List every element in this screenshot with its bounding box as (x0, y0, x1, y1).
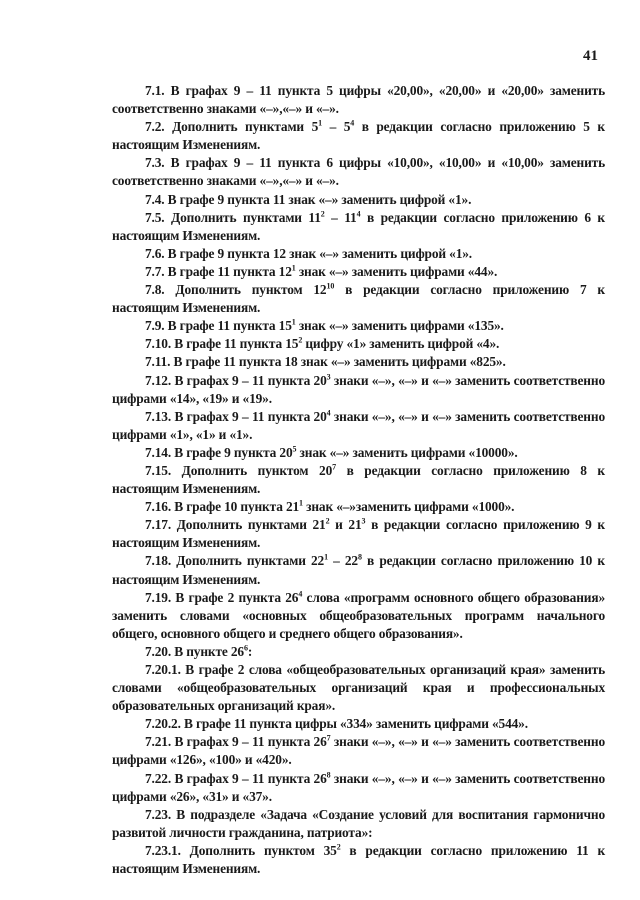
superscript-index: 7 (326, 733, 331, 743)
paragraph-text: в редакции согласно приложению 9 к настоящим Изменениям. (112, 517, 605, 551)
paragraph-7-23 (112, 806, 605, 842)
paragraph-7-19 (112, 589, 605, 643)
paragraph-7-12 (112, 372, 605, 408)
paragraph-7-2 (112, 118, 605, 154)
paragraph-text: в редакции согласно приложению 6 к настоящим Изменениям. (112, 209, 605, 243)
superscript-index: 7 (332, 462, 336, 472)
paragraph-text: – 11 (324, 209, 357, 225)
paragraph-text: знаки «–», «–» и «–» заменить соответственно цифрами «26», «31» и «37». (112, 770, 605, 804)
paragraph-7-20-2 (112, 715, 605, 733)
paragraph-text: 7.12. В графах 9 – 11 пункта 20 (145, 372, 327, 388)
superscript-index: 2 (336, 842, 341, 852)
paragraph-text: 7.11. В графе 11 пункта 18 знак «–» заменить цифрами «825». (145, 354, 506, 370)
paragraph-7-23-1 (112, 842, 605, 878)
superscript-index: 1 (318, 118, 322, 128)
paragraph-text: 7.13. В графах 9 – 11 пункта 20 (145, 408, 327, 424)
paragraph-7-14 (112, 444, 605, 462)
paragraph-text: 7.20. В пункте 26 (145, 643, 244, 659)
paragraph-text: 7.23.1. Дополнить пунктом 35 (145, 842, 337, 858)
paragraph-text: – 5 (321, 119, 351, 135)
superscript-index: 4 (298, 589, 303, 599)
page-number: 41 (583, 48, 598, 64)
paragraph-text: – 22 (327, 553, 358, 569)
superscript-index: 8 (326, 770, 331, 780)
paragraph-7-7 (112, 263, 605, 281)
paragraph-text: : (247, 643, 253, 659)
superscript-index: 10 (326, 281, 335, 291)
paragraph-7-17 (112, 516, 605, 552)
paragraph-text: 7.2. Дополнить пунктами 5 (145, 119, 319, 135)
paragraph-text: 7.19. В графе 2 пункта 26 (145, 589, 299, 605)
superscript-index: 4 (326, 408, 331, 418)
paragraph-text: цифру «1» заменить цифрой «4». (302, 336, 500, 352)
paragraph-text: 7.15. Дополнить пунктом 20 (145, 462, 333, 478)
superscript-index: 5 (292, 444, 297, 454)
superscript-index: 2 (298, 335, 303, 345)
superscript-index: 4 (356, 209, 361, 219)
paragraph-7-16 (112, 498, 605, 516)
paragraph-text: знаки «–», «–» и «–» заменить соответственно цифрами «126», «100» и «420». (112, 734, 605, 768)
paragraph-7-9 (112, 317, 605, 335)
paragraph-7-20-1 (112, 661, 605, 715)
paragraph-text: 7.3. В графах 9 – 11 пункта 6 цифры «10,00», «10,00» и «10,00» заменить соответственно знаками «–»,«–» и «–». (112, 155, 605, 189)
paragraph-7-10 (112, 335, 605, 353)
paragraph-text: 7.16. В графе 10 пункта 21 (145, 499, 300, 515)
superscript-index: 8 (357, 552, 362, 562)
paragraph-text: 7.10. В графе 11 пункта 15 (145, 336, 299, 352)
paragraph-7-1 (112, 82, 605, 118)
paragraph-text: 7.14. В графе 9 пункта 20 (145, 444, 293, 460)
paragraph-text: в редакции согласно приложению 8 к настоящим Изменениям. (112, 462, 605, 497)
paragraph-text: 7.6. В графе 9 пункта 12 знак «–» заменить цифрой «1». (145, 245, 472, 261)
paragraph-text: в редакции согласно приложению 11 к настоящим Изменениям. (112, 842, 606, 877)
paragraph-7-20 (112, 643, 605, 661)
paragraph-7-21 (112, 733, 605, 769)
paragraph-7-6 (112, 245, 605, 263)
paragraph-text: знаки «–», «–» и «–» заменить соответственно цифрами «1», «1» и «1». (112, 408, 605, 442)
paragraph-text: 7.21. В графах 9 – 11 пункта 26 (145, 734, 327, 750)
superscript-index: 1 (291, 317, 296, 327)
paragraph-text: 7.9. В графе 11 пункта 15 (145, 318, 292, 334)
paragraph-7-5 (112, 209, 605, 245)
paragraph-text: 7.22. В графах 9 – 11 пункта 26 (145, 770, 327, 786)
superscript-index: 6 (243, 643, 248, 653)
paragraph-text: слова «программ основного общего образования» заменить словами «основных общеобразовательных программ начального общего, основного общего и среднего общего образования». (112, 589, 605, 641)
paragraph-text: знак «–» заменить цифрами «10000». (296, 444, 518, 460)
paragraph-text: знак «–» заменить цифрами «135». (295, 318, 504, 334)
paragraph-text: в редакции согласно приложению 7 к настоящим Изменениям. (112, 282, 605, 316)
paragraph-7-8 (112, 281, 605, 317)
paragraph-text: в редакции согласно приложению 5 к настоящим Изменениям. (112, 119, 606, 153)
superscript-index: 1 (291, 263, 296, 273)
paragraph-text: 7.17. Дополнить пунктами 21 (145, 517, 326, 533)
paragraph-text: знак «–» заменить цифрами «44». (295, 263, 498, 279)
paragraph-7-15 (112, 462, 605, 498)
paragraph-7-13 (112, 408, 605, 444)
paragraph-text: 7.7. В графе 11 пункта 12 (145, 263, 292, 279)
paragraph-text: и 21 (329, 517, 362, 533)
paragraph-text: в редакции согласно приложению 10 к настоящим Изменениям. (112, 553, 605, 587)
paragraph-text: 7.5. Дополнить пунктами 11 (145, 209, 321, 225)
paragraph-7-4 (112, 191, 605, 209)
superscript-index: 3 (361, 516, 366, 526)
paragraph-7-18 (112, 552, 605, 588)
paragraph-text: 7.23. В подразделе «Задача «Создание условий для воспитания гармонично развитой личности гражданина, патриота»: (112, 806, 605, 840)
paragraph-7-22 (112, 770, 605, 806)
superscript-index: 1 (324, 552, 328, 562)
document-body (112, 82, 605, 878)
paragraph-7-3 (112, 154, 605, 190)
superscript-index: 1 (299, 498, 303, 508)
paragraph-text: знаки «–», «–» и «–» заменить соответственно цифрами «14», «19» и «19». (112, 372, 605, 406)
paragraph-7-11 (112, 353, 605, 371)
paragraph-text: 7.20.1. В графе 2 слова «общеобразовательных организаций края» заменить словами «общеобразовательных организаций края и профессиональных образовательных организаций края». (112, 662, 605, 714)
paragraph-text: 7.20.2. В графе 11 пункта цифры «334» заменить цифрами «544». (145, 716, 528, 732)
paragraph-text: 7.1. В графах 9 – 11 пункта 5 цифры «20,00», «20,00» и «20,00» заменить соответственно знаками «–»,«–» и «–». (112, 83, 605, 117)
paragraph-text: 7.8. Дополнить пунктом 12 (145, 282, 327, 298)
superscript-index: 3 (326, 372, 331, 382)
superscript-index: 2 (320, 209, 325, 219)
superscript-index: 2 (325, 516, 330, 526)
superscript-index: 4 (350, 118, 355, 128)
paragraph-text: знак «–»заменить цифрами «1000». (302, 499, 515, 515)
paragraph-text: 7.4. В графе 9 пункта 11 знак «–» заменить цифрой «1». (145, 191, 472, 207)
paragraph-text: 7.18. Дополнить пунктами 22 (145, 553, 325, 569)
